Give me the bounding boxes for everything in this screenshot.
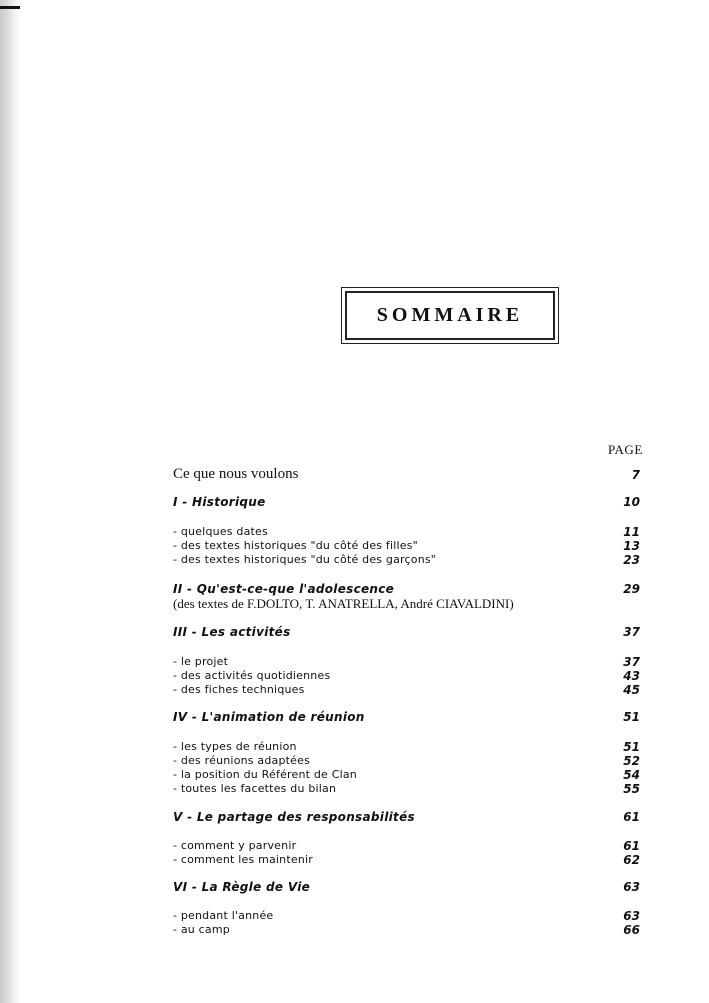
toc-page-number: 51	[623, 740, 640, 754]
toc-section-title: III - Les activités	[173, 625, 291, 639]
page-binding-shadow	[0, 0, 20, 1003]
toc-item-label: - toutes les facettes du bilan	[173, 782, 337, 795]
toc-item-label: - des réunions adaptées	[173, 754, 311, 767]
toc-item-label: - quelques dates	[173, 525, 268, 538]
corner-mark	[0, 6, 20, 9]
toc-page-number: 63	[623, 909, 640, 923]
page-column-header: PAGE	[608, 442, 643, 457]
toc-page-number: 52	[623, 754, 640, 768]
toc-item-label: - le projet	[173, 655, 229, 668]
toc-page-number: 51	[623, 710, 640, 724]
toc-section-title: II - Qu'est-ce-que l'adolescence	[173, 582, 395, 596]
toc-page-number: 29	[623, 582, 640, 596]
toc-item-label: - comment les maintenir	[173, 853, 313, 866]
toc-item-label: - les types de réunion	[173, 740, 297, 753]
toc-page-number: 62	[623, 853, 640, 867]
toc-section-title: V - Le partage des responsabilités	[173, 810, 415, 824]
toc-page-number: 63	[623, 880, 640, 894]
toc-item-label: - des fiches techniques	[173, 683, 305, 696]
toc-note: (des textes de F.DOLTO, T. ANATRELLA, André CIAVALDINI)	[173, 596, 514, 611]
toc-section-title: I - Historique	[173, 495, 266, 509]
toc-page-number: 37	[623, 625, 640, 639]
toc-page-number: 66	[623, 923, 640, 937]
toc-item-label: - des textes historiques "du côté des garçons"	[173, 553, 437, 566]
toc-page-number: 13	[623, 539, 640, 553]
page-title: SOMMAIRE	[345, 291, 555, 340]
toc-page-number: 11	[623, 525, 640, 539]
toc-page-number: 61	[623, 839, 640, 853]
toc-item-label: - des activités quotidiennes	[173, 669, 331, 682]
toc-page-number: 23	[623, 553, 640, 567]
toc-section-title: VI - La Règle de Vie	[173, 880, 311, 894]
toc-item-label: - la position du Référent de Clan	[173, 768, 357, 781]
toc-item-label: - des textes historiques "du côté des filles"	[173, 539, 418, 552]
toc-section-title: IV - L'animation de réunion	[173, 710, 365, 724]
toc-page-number: 43	[623, 669, 640, 683]
title-frame	[341, 287, 559, 344]
toc-page-number: 55	[623, 782, 640, 796]
toc-page-number: 45	[623, 683, 640, 697]
toc-page-number: 7	[631, 468, 640, 482]
toc-item-label: - pendant l'année	[173, 909, 274, 922]
toc-page-number: 37	[623, 655, 640, 669]
toc-page-number: 10	[623, 495, 640, 509]
toc-item-label: - au camp	[173, 923, 230, 936]
toc-section-title: Ce que nous voulons	[173, 466, 299, 482]
toc-page-number: 61	[623, 810, 640, 824]
toc-item-label: - comment y parvenir	[173, 839, 297, 852]
toc-page-number: 54	[623, 768, 640, 782]
